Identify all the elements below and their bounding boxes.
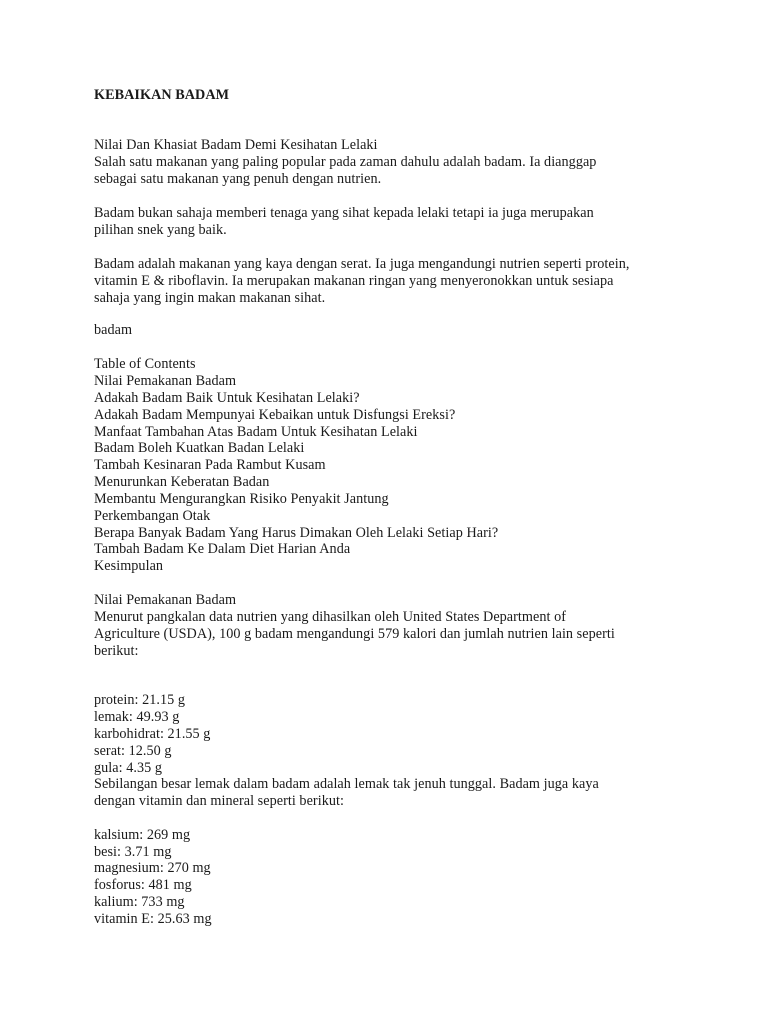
toc-item[interactable]: Menurunkan Keberatan Badan [94,474,270,490]
toc-item[interactable]: Manfaat Tambahan Atas Badam Untuk Kesihatan Lelaki [94,424,418,440]
toc-item[interactable]: Badam Boleh Kuatkan Badan Lelaki [94,440,305,456]
toc-heading: Table of Contents [94,356,196,372]
nutrition-paragraph-1-line-3: berikut: [94,643,139,659]
macro-list-item: gula: 4.35 g [94,760,162,776]
nutrition-heading: Nilai Pemakanan Badam [94,592,237,608]
intro-paragraph-3-line-1: Badam adalah makanan yang kaya dengan serat. Ia juga mengandungi nutrien seperti protein, [94,256,630,272]
intro-heading: Nilai Dan Khasiat Badam Demi Kesihatan Lelaki [94,137,378,153]
nutrition-paragraph-2-line-1: Sebilangan besar lemak dalam badam adalah lemak tak jenuh tunggal. Badam juga kaya [94,776,599,792]
mineral-list-item: kalsium: 269 mg [94,827,191,843]
toc-item[interactable]: Tambah Badam Ke Dalam Diet Harian Anda [94,541,351,557]
toc-item[interactable]: Kesimpulan [94,558,164,574]
nutrition-paragraph-1-line-2: Agriculture (USDA), 100 g badam mengandungi 579 kalori dan jumlah nutrien lain seperti [94,626,615,642]
nutrition-paragraph-2-line-2: dengan vitamin dan mineral seperti berikut: [94,793,344,809]
mineral-list-item: vitamin E: 25.63 mg [94,911,212,927]
intro-paragraph-2-line-1: Badam bukan sahaja memberi tenaga yang sihat kepada lelaki tetapi ia juga merupakan [94,205,594,221]
intro-paragraph-1-line-2: sebagai satu makanan yang penuh dengan nutrien. [94,171,382,187]
toc-item[interactable]: Adakah Badam Mempunyai Kebaikan untuk Disfungsi Ereksi? [94,407,456,423]
macro-list-item: karbohidrat: 21.55 g [94,726,211,742]
mineral-list-item: besi: 3.71 mg [94,844,172,860]
toc-item[interactable]: Perkembangan Otak [94,508,211,524]
macro-list-item: serat: 12.50 g [94,743,172,759]
mineral-list-item: kalium: 733 mg [94,894,185,910]
document-title: KEBAIKAN BADAM [94,87,230,103]
toc-item[interactable]: Membantu Mengurangkan Risiko Penyakit Jantung [94,491,389,507]
nutrition-paragraph-1-line-1: Menurut pangkalan data nutrien yang dihasilkan oleh United States Department of [94,609,567,625]
toc-item[interactable]: Berapa Banyak Badam Yang Harus Dimakan Oleh Lelaki Setiap Hari? [94,525,499,541]
intro-paragraph-2-line-2: pilihan snek yang baik. [94,222,227,238]
intro-paragraph-3-line-2: vitamin E & riboflavin. Ia merupakan makanan ringan yang menyeronokkan untuk sesiapa [94,273,614,289]
intro-paragraph-3-line-3: sahaja yang ingin makan makanan sihat. [94,290,326,306]
intro-paragraph-1-line-1: Salah satu makanan yang paling popular pada zaman dahulu adalah badam. Ia dianggap [94,154,597,170]
toc-item[interactable]: Tambah Kesinaran Pada Rambut Kusam [94,457,326,473]
mineral-list-item: magnesium: 270 mg [94,860,211,876]
toc-item[interactable]: Adakah Badam Baik Untuk Kesihatan Lelaki? [94,390,360,406]
toc-item[interactable]: Nilai Pemakanan Badam [94,373,237,389]
mineral-list-item: fosforus: 481 mg [94,877,192,893]
image-alt-text: badam [94,322,133,338]
macro-list-item: lemak: 49.93 g [94,709,180,725]
macro-list-item: protein: 21.15 g [94,692,186,708]
